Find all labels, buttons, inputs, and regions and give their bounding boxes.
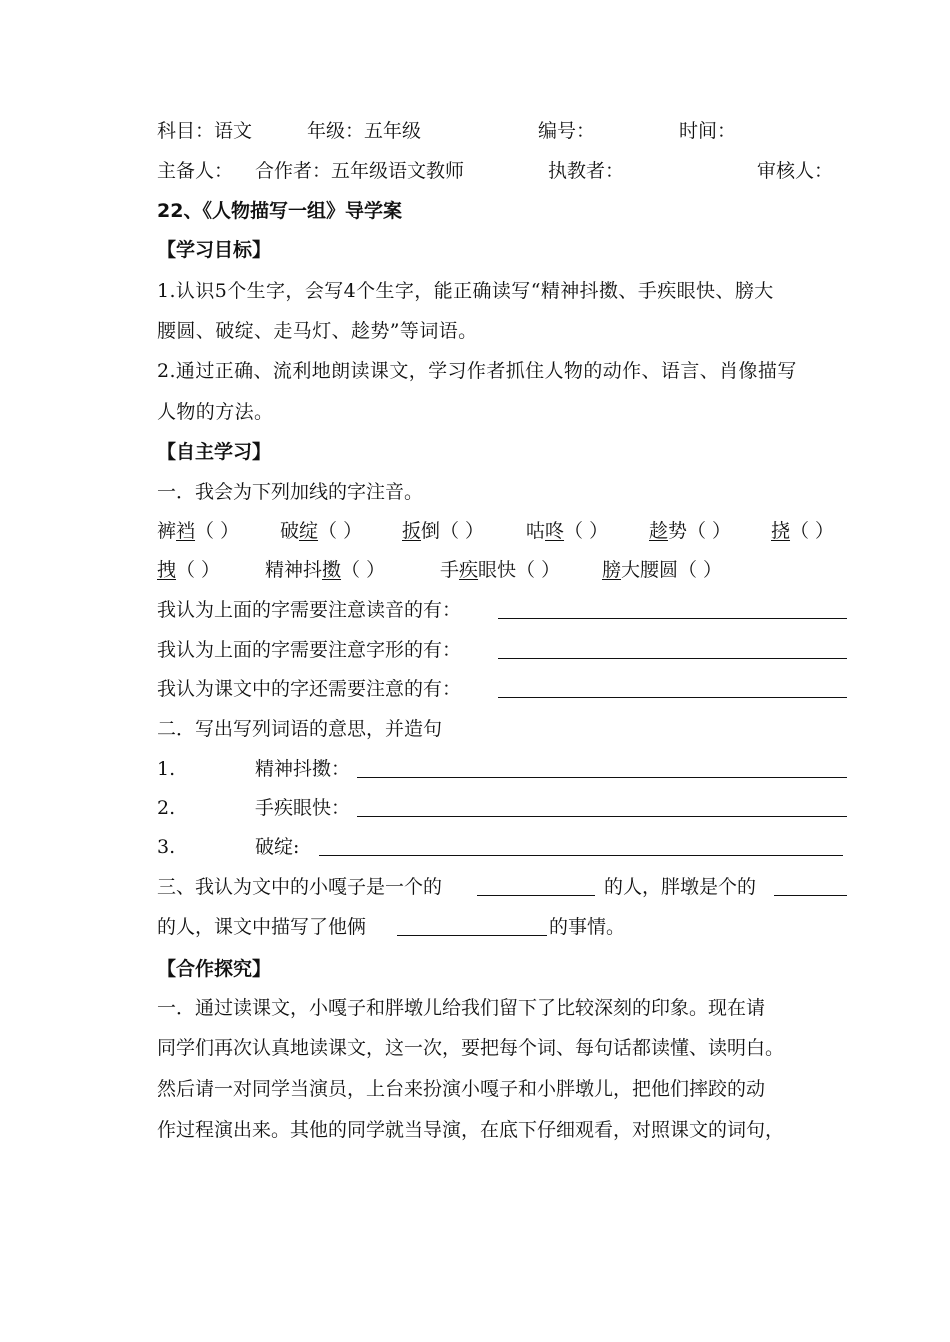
goal-1-line-2: 腰圆、破绽、走马灯、趁势”等词语。 — [157, 320, 478, 342]
answer-blank[interactable] — [498, 681, 847, 698]
cooperation-line-2: 同学们再次认真地读课文，这一次，要把每个词、每句话都读懂、读明白。 — [157, 1037, 785, 1059]
pinyin-item: 裤裆（ ） — [157, 520, 240, 542]
time-label: 时间： — [679, 120, 737, 142]
pinyin-item: 手疾眼快（ ） — [440, 559, 561, 581]
goals-heading: 【学习目标】 — [157, 239, 272, 261]
word-label: 精神抖擞： — [255, 758, 351, 780]
pinyin-item: 膀大腰圆（ ） — [602, 559, 723, 581]
word-number: 1. — [157, 758, 176, 780]
note-other-label: 我认为课文中的字还需要注意的有： — [157, 678, 462, 700]
question-3-part-b: 的人，胖墩是个的 — [604, 876, 757, 898]
question-3-part-c: 的人，课文中描写了他俩 — [157, 916, 367, 938]
number-label: 编号： — [538, 120, 596, 142]
word-label: 手疾眼快： — [255, 797, 351, 819]
pinyin-item: 扳倒（ ） — [402, 520, 485, 542]
self-study-heading: 【自主学习】 — [157, 441, 272, 463]
question-1-title: 一．我会为下列加线的字注音。 — [157, 481, 424, 503]
collaborator-label: 合作者：五年级语文教师 — [255, 160, 465, 182]
preparer-label: 主备人： — [157, 160, 234, 182]
pinyin-item: 破绽（ ） — [280, 520, 363, 542]
answer-blank[interactable] — [774, 879, 847, 896]
cooperation-line-1: 一．通过读课文，小嘎子和胖墩儿给我们留下了比较深刻的印象。现在请 — [157, 997, 766, 1019]
note-shape-label: 我认为上面的字需要注意字形的有： — [157, 639, 462, 661]
goal-1-line-1: 1.认识5个生字，会写4个生字，能正确读写“精神抖擞、手疾眼快、膀大 — [157, 280, 774, 302]
cooperation-line-4: 作过程演出来。其他的同学就当导演，在底下仔细观看，对照课文的词句， — [157, 1119, 785, 1141]
answer-blank[interactable] — [498, 602, 847, 619]
answer-blank[interactable] — [397, 919, 547, 936]
answer-blank[interactable] — [498, 642, 847, 659]
pinyin-item: 挠（ ） — [771, 520, 835, 542]
teacher-label: 执教者： — [548, 160, 625, 182]
pinyin-item: 趁势（ ） — [649, 520, 732, 542]
pinyin-item: 精神抖擞（ ） — [265, 559, 386, 581]
pinyin-item: 拽（ ） — [157, 559, 221, 581]
subject-label: 科目：语文 — [157, 120, 253, 142]
goal-2-line-2: 人物的方法。 — [157, 401, 274, 423]
grade-label: 年级：五年级 — [307, 120, 422, 142]
reviewer-label: 审核人： — [757, 160, 834, 182]
word-number: 3. — [157, 836, 176, 858]
pinyin-item: 咕咚（ ） — [526, 520, 609, 542]
note-pronunciation-label: 我认为上面的字需要注意读音的有： — [157, 599, 462, 621]
answer-blank[interactable] — [319, 839, 843, 856]
question-3-part-a: 三、我认为文中的小嘎子是一个的 — [157, 876, 443, 898]
question-3-part-d: 的事情。 — [549, 916, 626, 938]
answer-blank[interactable] — [477, 879, 595, 896]
document-title: 22、《人物描写一组》导学案 — [157, 200, 402, 222]
cooperation-line-3: 然后请一对同学当演员，上台来扮演小嘎子和小胖墩儿，把他们摔跤的动 — [157, 1078, 766, 1100]
word-label: 破绽: — [255, 836, 300, 858]
goal-2-line-1: 2.通过正确、流利地朗读课文，学习作者抓住人物的动作、语言、肖像描写 — [157, 360, 797, 382]
answer-blank[interactable] — [357, 800, 847, 817]
word-number: 2. — [157, 797, 176, 819]
question-2-title: 二．写出写列词语的意思，并造句 — [157, 718, 443, 740]
cooperation-heading: 【合作探究】 — [157, 958, 272, 980]
answer-blank[interactable] — [357, 761, 847, 778]
